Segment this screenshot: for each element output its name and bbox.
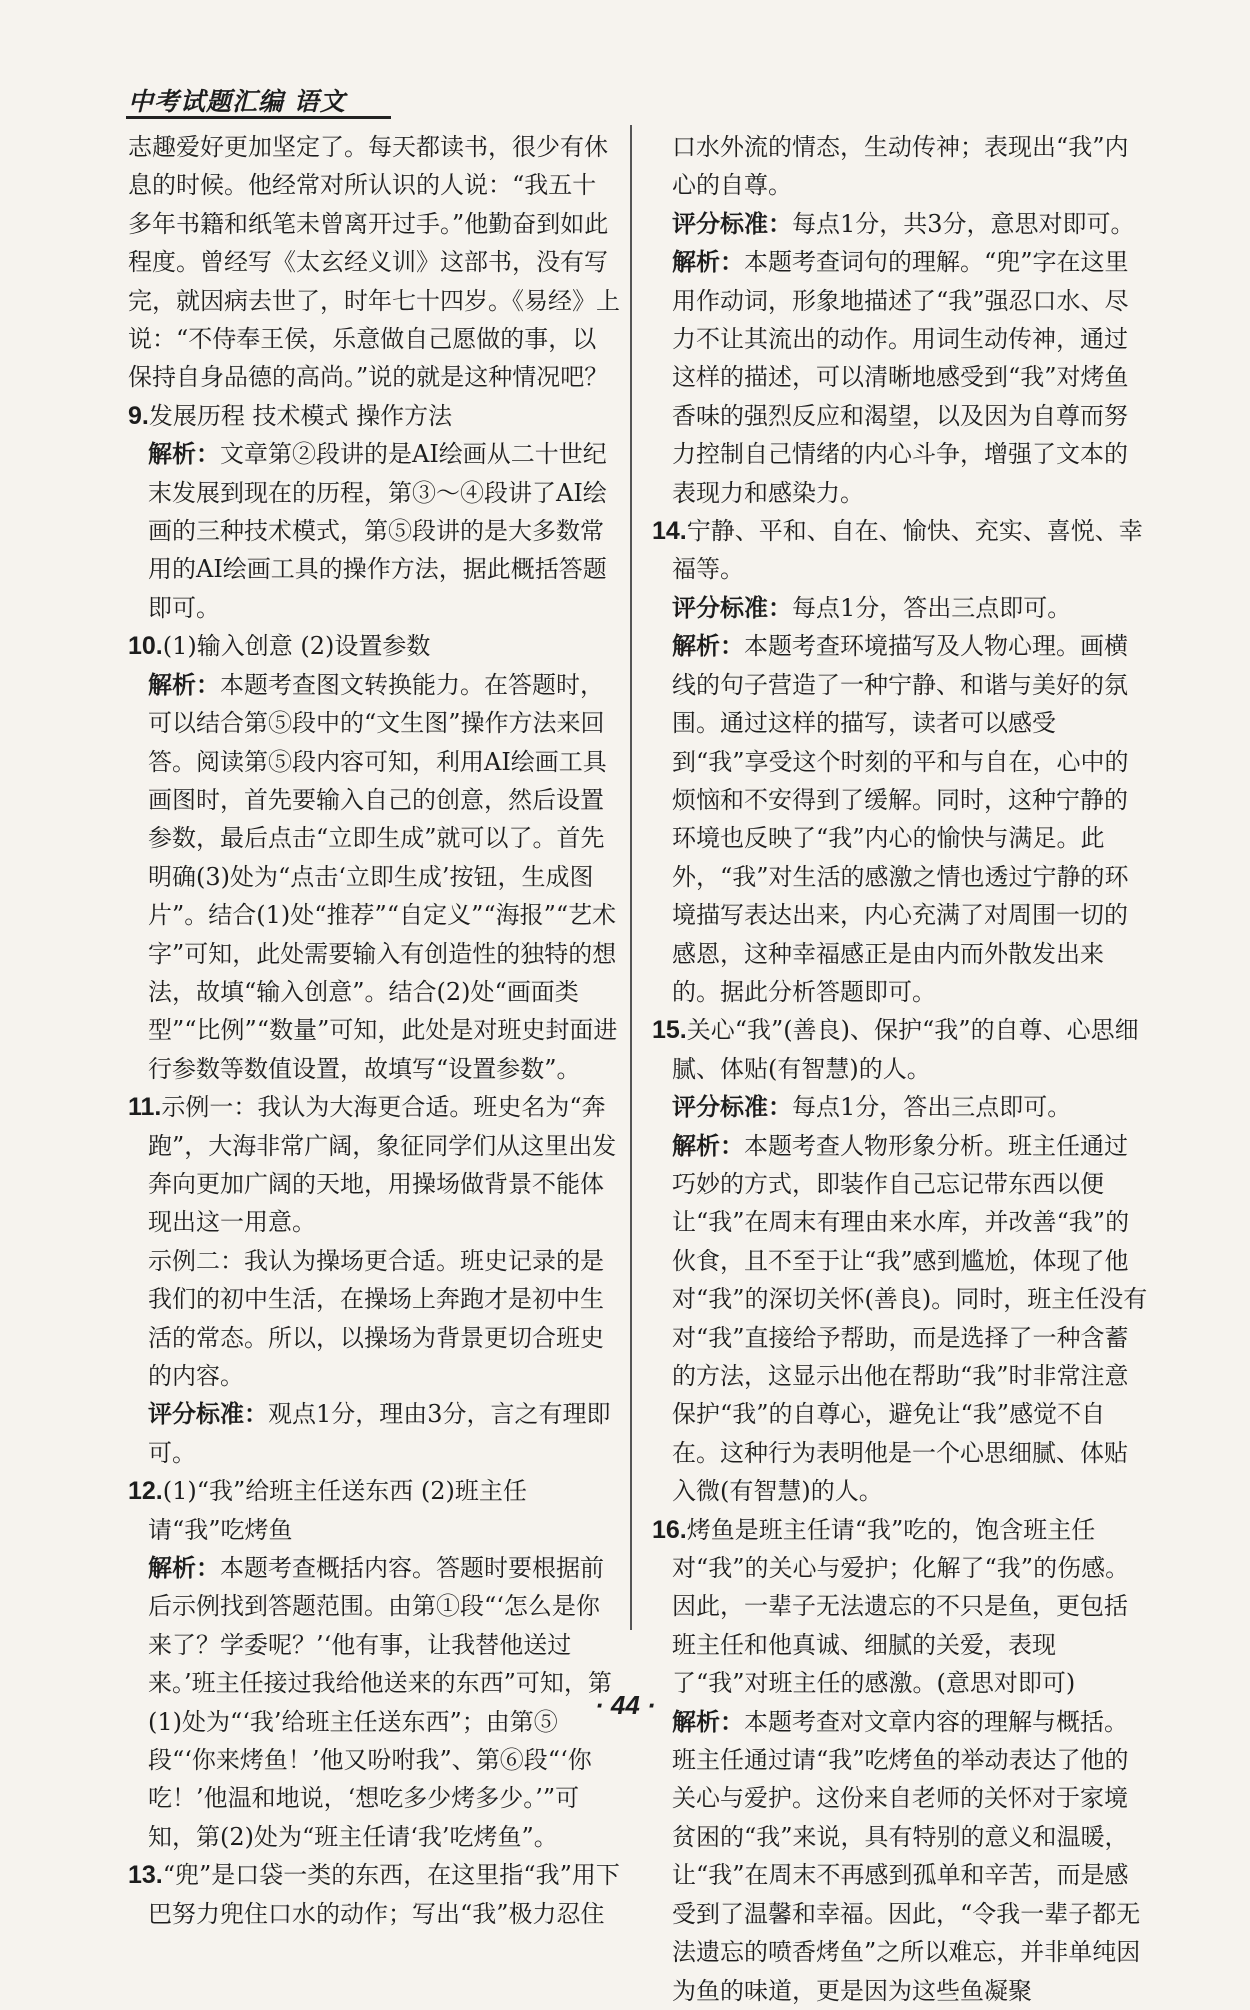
analysis-text: 本题考查对文章内容的理解与概括。班主任通过请“我”吃烤鱼的举动表达了他的关心与爱护。这份来自老师的关怀对于家境贫困的“我”来说，具有特别的意义和温暖，让“我”在周末不再感到孤单和辛苦，而是感受到了温馨和幸福。因此，“令我一辈子都无法遗忘的喷香烤鱼”之所以难忘，并非单纯因为鱼的味道，更是因为这些鱼凝聚 — [672, 1707, 1141, 2005]
translation-continuation: 志趣爱好更加坚定了。每天都读书，很少有休息的时候。他经常对所认识的人说：“我五十多年书籍和纸笔未曾离开过手。”他勤奋到如此程度。曾经写《太玄经义训》这部书，没有写完，就因病去世了，时年七十四岁。《易经》上说：“不侍奉王侯，乐意做自己愿做的事，以保持自身品德的高尚。”说的就是这种情况吧？ — [128, 133, 620, 392]
question-11 — [128, 1088, 620, 1472]
answer-text: “兜”是口袋一类的东西，在这里指“我”用下巴努力兜住口水的动作；写出“我”极力忍住 — [148, 1861, 620, 1928]
criteria-text: 观点1分，理由3分，言之有理即可。 — [148, 1400, 611, 1467]
criteria-label: 评分标准： — [672, 592, 792, 622]
criteria-text: 每点1分，答出三点即可。 — [792, 1093, 1072, 1122]
question-number: 15. — [652, 1016, 687, 1045]
question-9 — [128, 397, 620, 627]
analysis-label: 解析： — [148, 669, 220, 699]
question-number: 10. — [128, 632, 163, 661]
question-10 — [128, 627, 620, 1088]
page-number: · 44 · — [595, 1690, 656, 1720]
answer-text: 关心“我”(善良)、保护“我”的自尊、心思细腻、体贴(有智慧)的人。 — [672, 1016, 1139, 1083]
right-column — [652, 128, 1148, 2010]
answer-text: (1)“我”给班主任送东西 (2)班主任请“我”吃烤鱼 — [148, 1477, 527, 1544]
answer-text: 烤鱼是班主任请“我”吃的，饱含班主任对“我”的关心与爱护；化解了“我”的伤感。因此，一辈子无法遗忘的不只是鱼，更包括班主任和他真诚、细腻的关爱，表现了“我”对班主任的感激。(意思对即可) — [672, 1515, 1130, 1698]
analysis-text: 本题考查人物形象分析。班主任通过巧妙的方式，即装作自己忘记带东西以便让“我”在周末有理由来水库，并改善“我”的伙食，且不至于让“我”感到尴尬，体现了他对“我”的深切关怀(善良)。同时，班主任没有对“我”直接给予帮助，而是选择了一种含蓄的方法，这显示出他在帮助“我”时非常注意保护“我”的自尊心，避免让“我”感觉不自在。这种行为表明他是一个心思细腻、体贴入微(有智慧)的人。 — [672, 1131, 1148, 1506]
question-number: 11. — [128, 1093, 162, 1122]
criteria-text: 每点1分，共3分，意思对即可。 — [792, 209, 1135, 238]
answer-text: (1)输入创意 (2)设置参数 — [162, 632, 431, 661]
question-number: 9. — [128, 401, 149, 430]
question-16 — [652, 1511, 1148, 2010]
analysis-text: 本题考查图文转换能力。在答题时，可以结合第⑤段中的“文生图”操作方法来回答。阅读第⑤段内容可知，利用AI绘画工具画图时，首先要输入自己的创意，然后设置参数，最后点击“立即生成”就可以了。首先明确(3)处为“点击‘立即生成’按钮，生成图片”。结合(1)处“推荐”“自定义”“海报”“艺术字”可知，此处需要输入有创造性的独特的想法，故填“输入创意”。结合(2)处“画面类型”“比例”“数量”可知，此处是对班史封面进行参数等数值设置，故填写“设置参数”。 — [148, 670, 618, 1083]
question-number: 14. — [652, 517, 687, 546]
criteria-text: 每点1分，答出三点即可。 — [792, 593, 1072, 622]
question-12 — [128, 1472, 620, 1856]
question-14 — [652, 512, 1148, 1011]
question-number: 13. — [128, 1861, 163, 1890]
analysis-label: 解析： — [148, 439, 220, 469]
running-header: 中考试题汇编 语文 — [128, 87, 346, 116]
answer-text: 发展历程 技术模式 操作方法 — [148, 401, 453, 430]
example-one: 示例一：我认为大海更合适。班史名为“奔跑”，大海非常广阔，象征同学们从这里出发奔向更加广阔的天地，用操场做背景不能体现出这一用意。 — [148, 1093, 617, 1237]
column-divider — [630, 125, 632, 1630]
analysis-text: 本题考查概括内容。答题时要根据前后示例找到答题范围。由第①段“‘怎么是你来了？学委呢？’‘他有事，让我替他送过来。’班主任接过我给他送来的东西”可知，第(1)处为“‘我’给班主任送东西”；由第⑤段“‘你来烤鱼！’他又吩咐我”、第⑥段“‘你吃！’他温和地说，‘想吃多少烤多少。’”可知，第(2)处为“班主任请‘我’吃烤鱼”。 — [148, 1554, 612, 1851]
answer-text: 宁静、平和、自在、愉快、充实、喜悦、幸福等。 — [672, 517, 1143, 584]
left-column — [128, 128, 620, 1933]
analysis-label: 解析： — [148, 1553, 220, 1583]
analysis-text: 本题考查环境描写及人物心理。画横线的句子营造了一种宁静、和谐与美好的氛围。通过这样的描写，读者可以感受到“我”享受这个时刻的平和与自在，心中的烦恼和不安得到了缓解。同时，这种宁静的环境也反映了“我”内心的愉快与满足。此外，“我”对生活的感激之情也透过宁静的环境描写表达出来，内心充满了对周围一切的感恩，这种幸福感正是由内而外散发出来的。据此分析答题即可。 — [672, 632, 1129, 1006]
analysis-label: 解析： — [672, 631, 744, 661]
criteria-label: 评分标准： — [672, 208, 792, 238]
question-13 — [128, 1856, 620, 1933]
question-15 — [652, 1011, 1148, 1510]
question-number: 12. — [128, 1477, 163, 1506]
question-13-continuation: 口水外流的情态，生动传神；表现出“我”内心的自尊。 — [672, 133, 1129, 200]
analysis-label: 解析： — [672, 1130, 744, 1160]
analysis-text: 本题考查词句的理解。“兜”字在这里用作动词，形象地描述了“我”强忍口水、尽力不让其流出的动作。用词生动传神，通过这样的描述，可以清晰地感受到“我”对烤鱼香味的强烈反应和渴望，以及因为自尊而努力控制自己情绪的内心斗争，增强了文本的表现力和感染力。 — [672, 248, 1129, 507]
criteria-label: 评分标准： — [148, 1399, 268, 1429]
analysis-label: 解析： — [672, 247, 744, 277]
criteria-label: 评分标准： — [672, 1092, 792, 1122]
header-rule — [126, 116, 391, 119]
example-two: 示例二：我认为操场更合适。班史记录的是我们的初中生活，在操场上奔跑才是初中生活的常态。所以，以操场为背景更切合班史的内容。 — [148, 1246, 604, 1390]
analysis-label: 解析： — [672, 1706, 744, 1736]
question-number: 16. — [652, 1515, 687, 1544]
analysis-text: 文章第②段讲的是AI绘画从二十世纪末发展到现在的历程，第③～④段讲了AI绘画的三种技术模式，第⑤段讲的是大多数常用的AI绘画工具的操作方法，据此概括答题即可。 — [148, 440, 607, 622]
